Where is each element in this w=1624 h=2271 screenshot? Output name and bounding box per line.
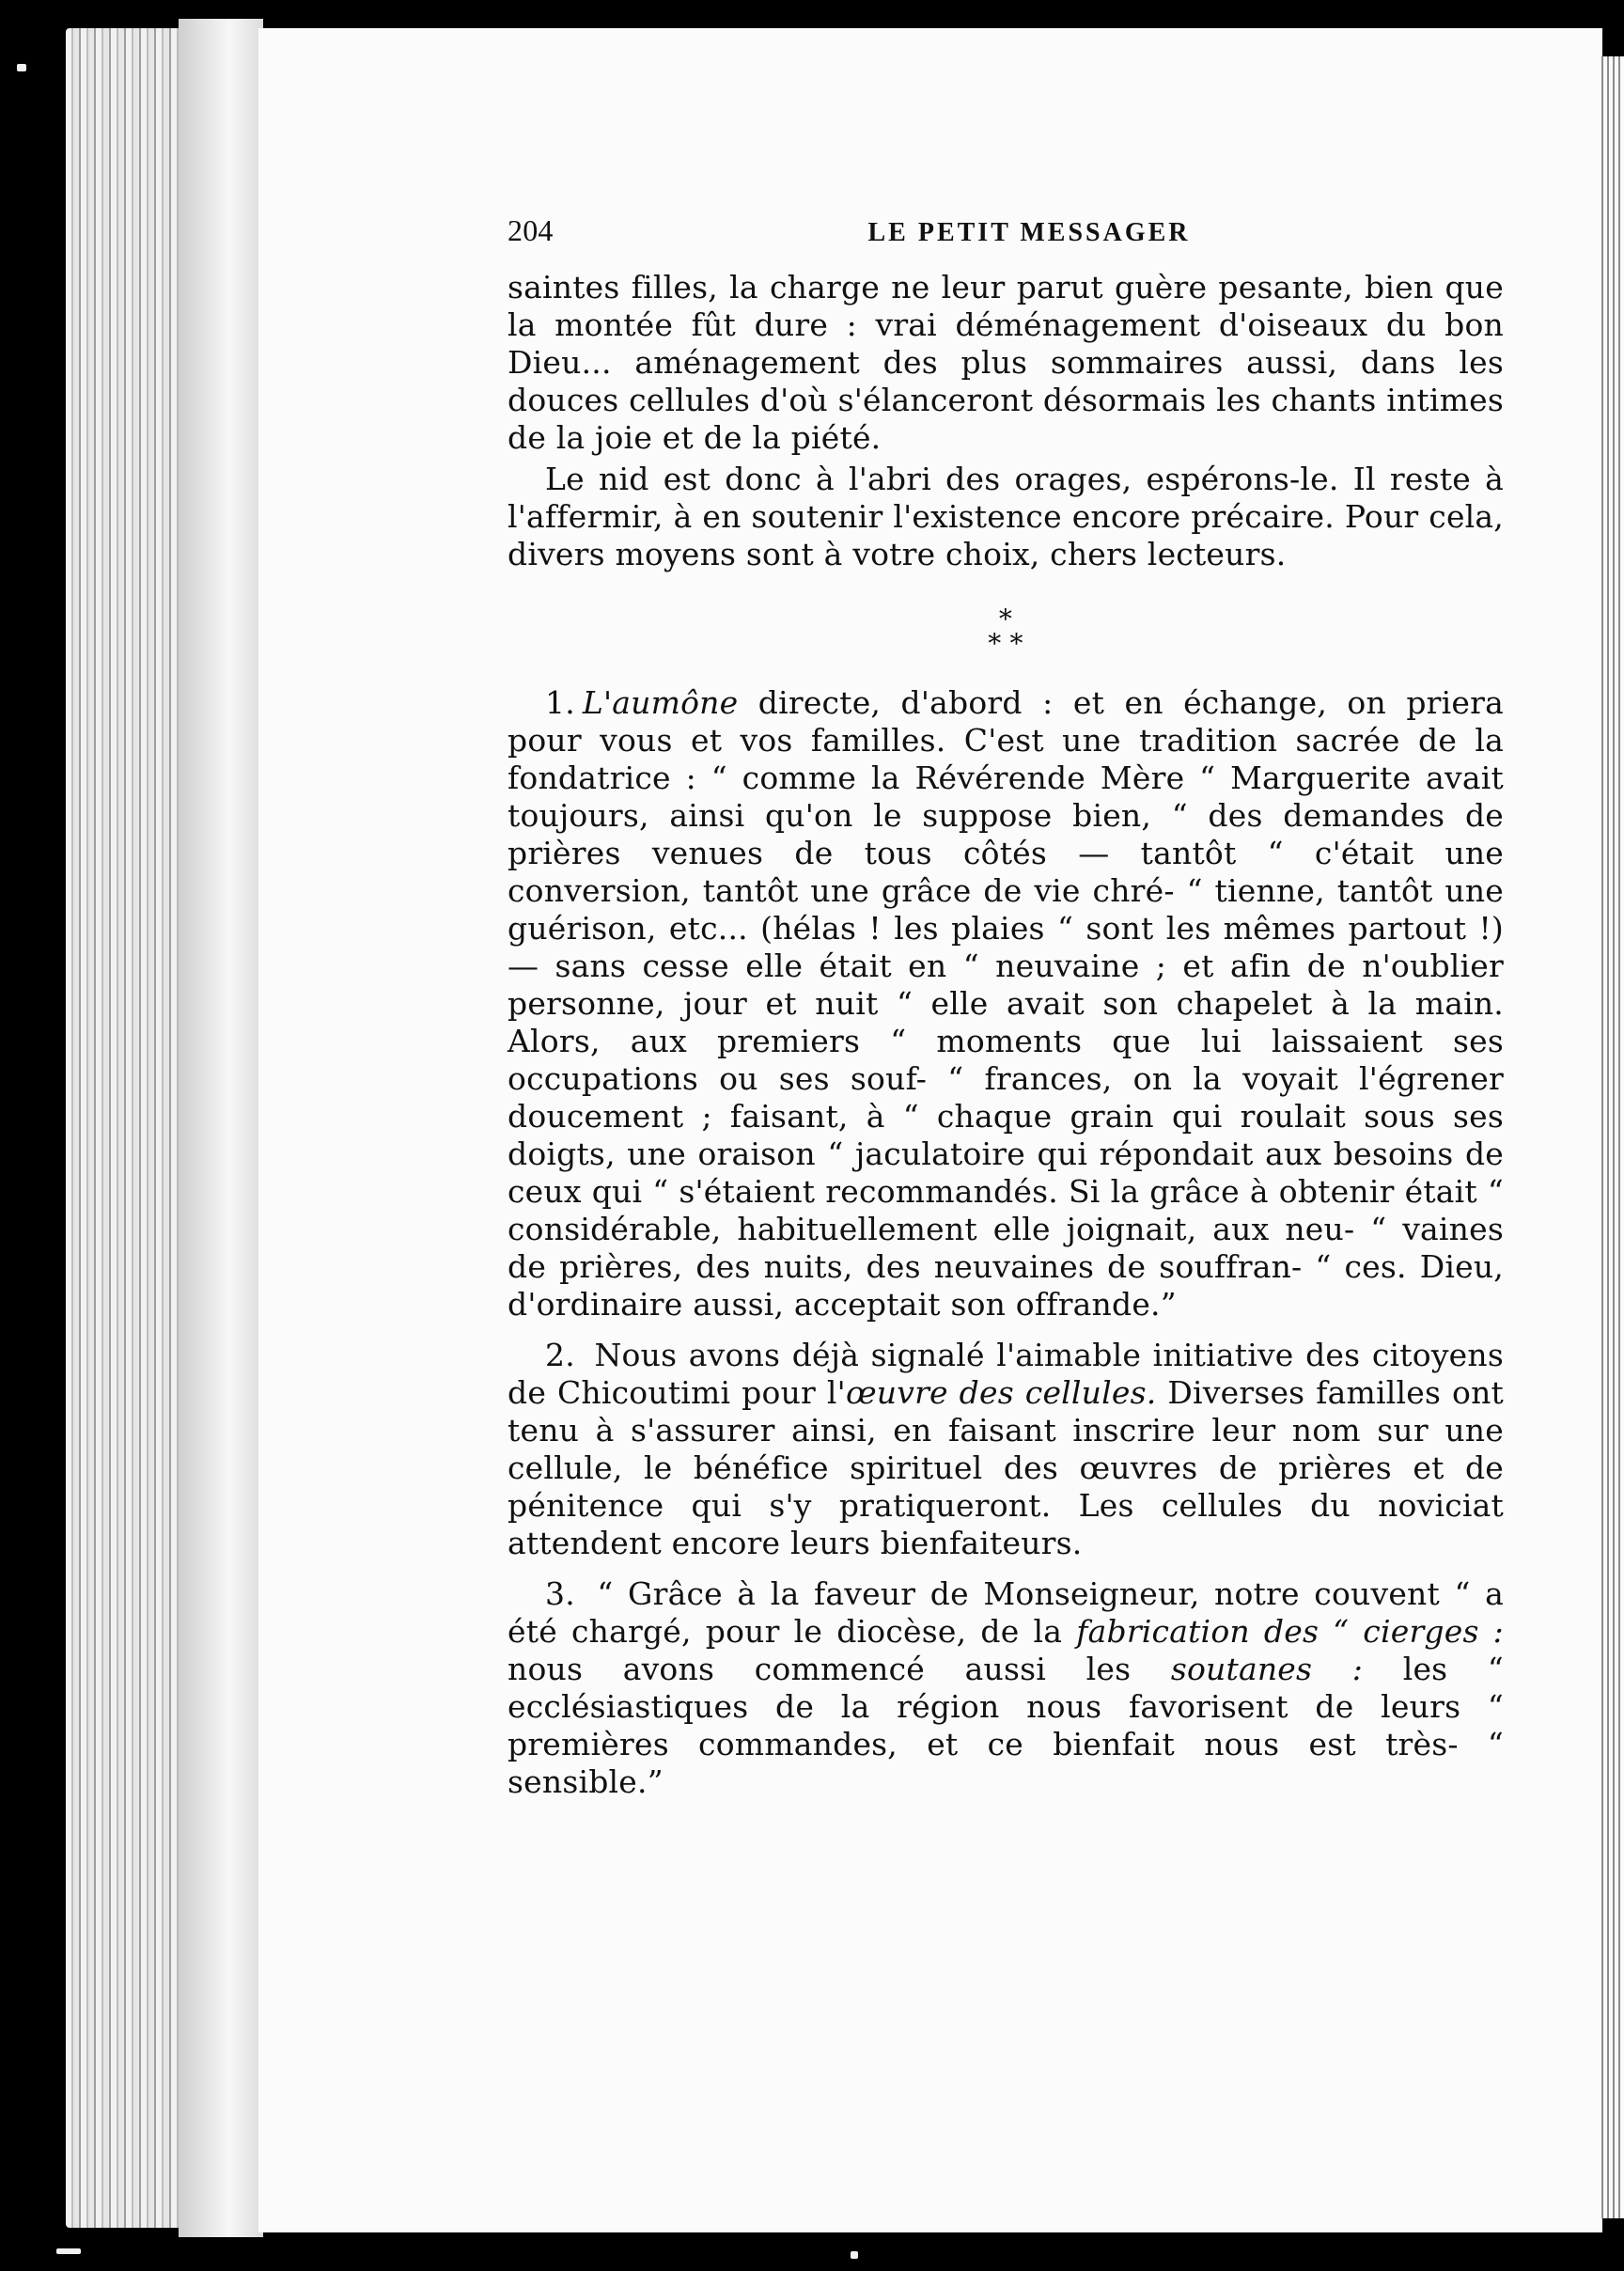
item-emphasis: soutanes : xyxy=(1170,1651,1364,1687)
item-text: Diverses familles ont tenu à s'assurer ainsi, en faisant inscrire leur nom sur une cellule, le bénéfice spirituel des œuvres de prières et de pénitence qui s'y pratiqueront. Les cellules du noviciat attendent encore leurs bienfaiteurs. xyxy=(508,1374,1505,1561)
scan-speck xyxy=(851,2251,858,2259)
item-text: directe, d'abord : et en échange, on priera pour vous et vos familles. C'est une tradition sacrée de la fondatrice : “ comme la Révérende Mère “ Marguerite avait toujours, ainsi qu'on le suppose bien, “ des demandes de prières venues de tous côtés — tantôt “ c'était une conversion, tantôt une grâce de vie chré- “ tienne, tantôt une guérison, etc... (hélas ! les plaies “ sont les mêmes partout !) — sans cesse elle était en “ neuvaine ; et afin de n'oublier personne, jour et nuit “ elle avait son chapelet à la main. Alors, aux premiers “ moments que lui laissaient ses occupations ou ses souf- “ frances, on la voyait l'égrener doucement ; faisant, à “ chaque grain qui roulait sous ses doigts, une oraison “ jaculatoire qui répondait aux besoins de ceux qui “ s'étaient recommandés. Si la grâce à obtenir était “ considérable, habituellement elle joignait, aux neu- “ vaines de prières, des nuits, des neuvaines de souffran- “ ces. Dieu, d'ordinaire aussi, acceptait son offrande.” xyxy=(508,684,1504,1323)
asterism-bottom: * * xyxy=(988,628,1023,659)
asterism xyxy=(508,603,1504,659)
paragraph: saintes filles, la charge ne leur parut guère pesante, bien que la montée fût dure : vrai déménagement d'oiseaux du bon Dieu... aménagement des plus sommaires aussi, dans les douces cellules d'où s'élanceront désormais les chants intimes de la joie et de la piété. xyxy=(508,269,1504,456)
item-lead: Nous avons déjà signalé l'aimable initiative des citoyens de Chicoutimi pour l' xyxy=(508,1337,1504,1411)
asterism-top: * xyxy=(998,603,1013,634)
item-emphasis: L'aumône xyxy=(582,684,739,721)
running-title: LE PETIT MESSAGER xyxy=(867,218,1191,247)
book-gutter xyxy=(179,19,263,2237)
item-lead: “ Grâce à la faveur de Monseigneur, notre couvent “ a été chargé, pour le diocèse, de la xyxy=(508,1575,1504,1650)
item-number: 1. xyxy=(545,684,575,721)
paragraph: Le nid est donc à l'abri des orages, espérons-le. Il reste à l'affermir, à en soutenir l'existence encore précaire. Pour cela, divers moyens sont à votre choix, chers lecteurs. xyxy=(508,461,1504,572)
item-emphasis: œuvre des cellules. xyxy=(845,1374,1157,1411)
scan-speck xyxy=(17,64,26,71)
list-item xyxy=(508,1337,1504,1562)
list-item xyxy=(508,1575,1504,1801)
scan-speck xyxy=(56,2248,81,2254)
item-mid: nous avons commencé aussi les xyxy=(508,1651,1171,1687)
item-emphasis: fabrication des “ cierges : xyxy=(1076,1613,1504,1650)
book-right-edge xyxy=(1598,56,1624,2218)
item-text: les “ ecclésiastiques de la région nous favorisent de leurs “ premières commandes, et ce bienfait nous est très- “ sensible.” xyxy=(508,1651,1505,1800)
running-head xyxy=(508,211,1504,252)
list-item xyxy=(508,684,1504,1323)
item-number: 3. xyxy=(545,1575,575,1612)
item-number: 2. xyxy=(545,1337,575,1373)
page-text xyxy=(508,211,1504,1814)
page-number: 204 xyxy=(508,213,554,247)
